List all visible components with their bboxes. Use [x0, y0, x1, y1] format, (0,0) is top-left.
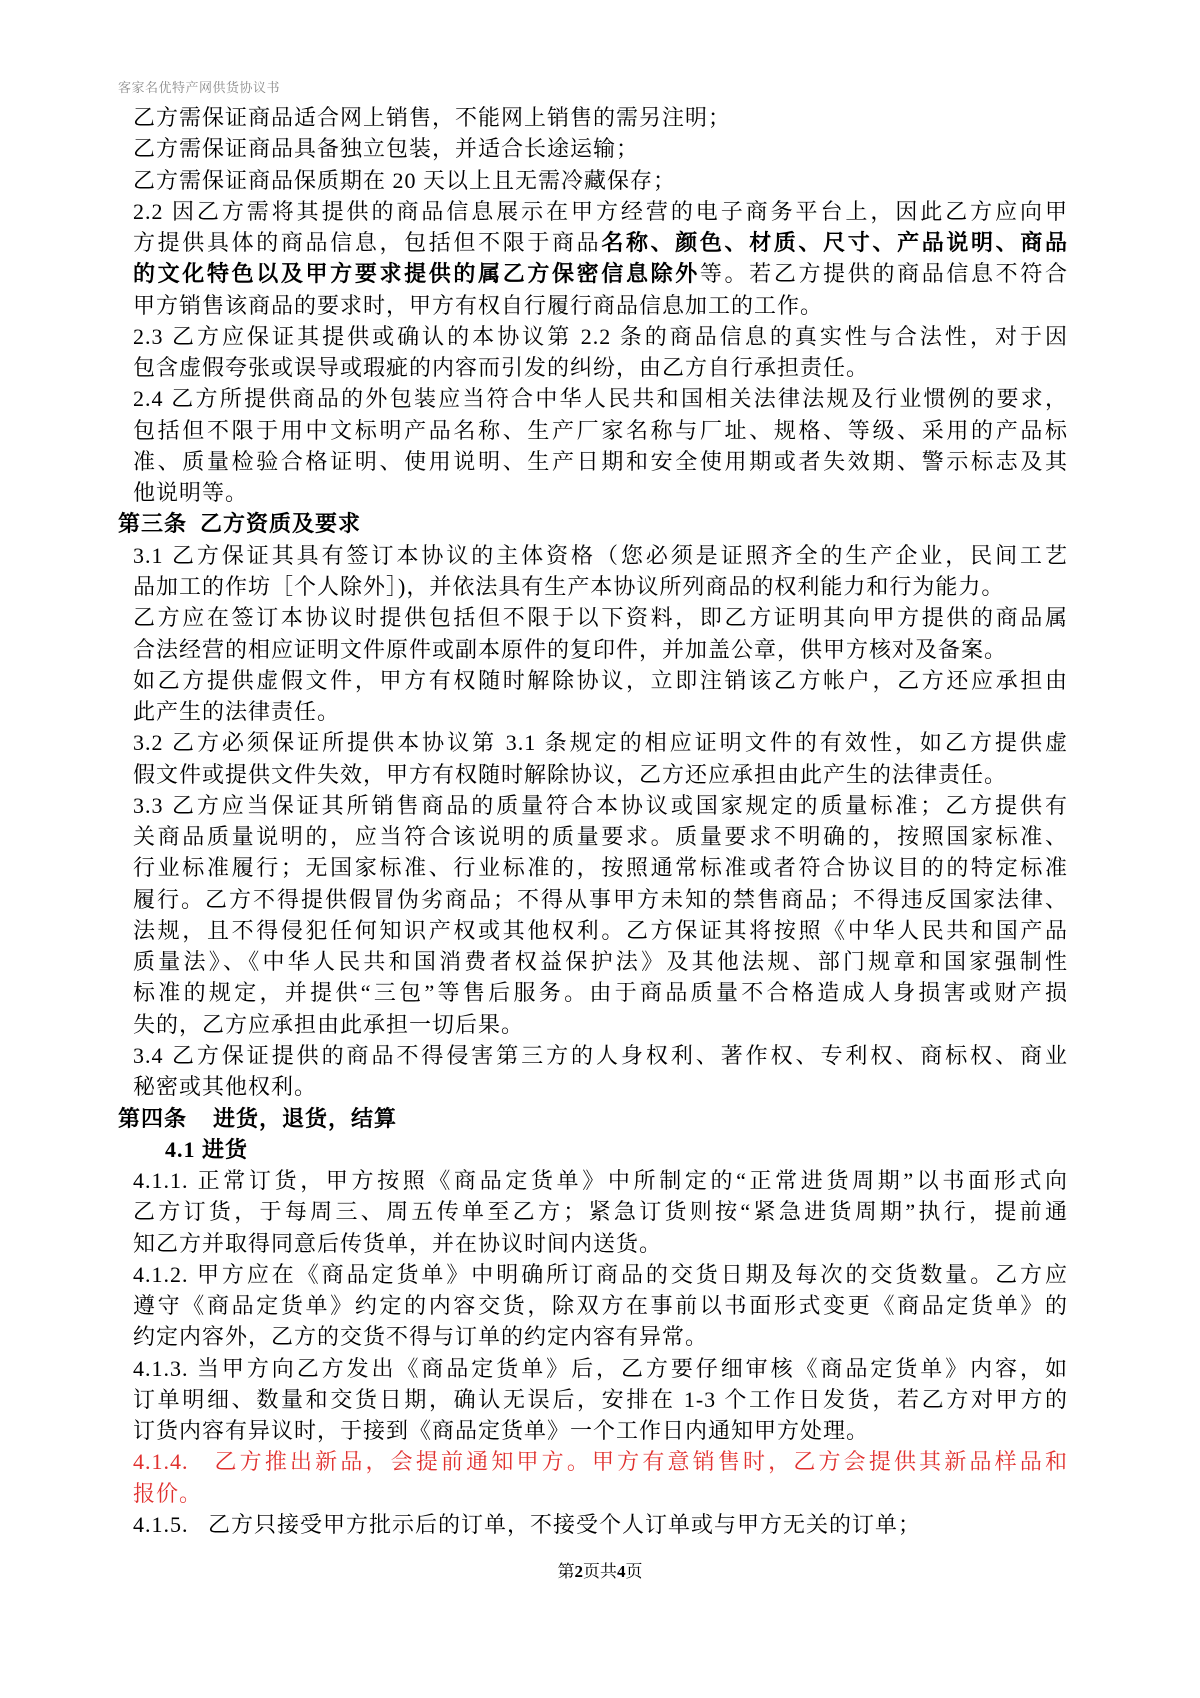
text-line: 订货内容有异议时，于接到《商品定货单》一个工作日内通知甲方处理。: [133, 1418, 870, 1444]
text-line: 4.1.1. 正常订货，甲方按照《商品定货单》中所制定的“正常进货周期”以书面形式向: [133, 1168, 1068, 1194]
clause-2-4: [133, 383, 1068, 508]
text-line: 约定内容外，乙方的交货不得与订单的约定内容有异常。: [133, 1324, 709, 1350]
clause-2-3: [133, 321, 1068, 384]
text-line: 遵守《商品定货单》约定的内容交货，除双方在事前以书面形式变更《商品定货单》的: [133, 1293, 1068, 1319]
bold-text-segment: 的文化特色以及甲方要求提供的属乙方保密信息除外: [133, 261, 700, 287]
bold-text-segment: 名称、颜色、材质、尺寸、产品说明、商品: [601, 230, 1068, 256]
clause-3-4: [133, 1040, 1068, 1103]
clause-2-2: [133, 196, 1068, 321]
text-line: 报价。: [133, 1480, 203, 1506]
text-line: 失的，乙方应承担由此承担一切后果。: [133, 1011, 525, 1037]
total-page-number: 4: [617, 1562, 626, 1581]
page-number-footer: [0, 1561, 1200, 1583]
text-line: 品加工的作坊［个人除外］)，并依法具有生产本协议所列商品的权利能力和行为能力。: [133, 573, 1005, 599]
text-line: 合法经营的相应证明文件原件或副本原件的复印件，并加盖公章，供甲方核对及备案。: [133, 636, 1008, 662]
text-line: 3.2 乙方必须保证所提供本协议第 3.1 条规定的相应证明文件的有效性，如乙方提供虚: [133, 730, 1068, 756]
clause-3-2: [133, 727, 1068, 790]
text-line: 2.4 乙方所提供商品的外包装应当符合中华人民共和国相关法律法规及行业惯例的要求，: [133, 386, 1068, 412]
text-line: 行业标准履行；无国家标准、行业标准的，按照通常标准或者符合协议目的的特定标准: [133, 855, 1068, 881]
text-line: 他说明等。: [133, 480, 249, 506]
clause-3-1: [133, 540, 1068, 728]
text-line: 4.1.4. 乙方推出新品，会提前通知甲方。甲方有意销售时，乙方会提供其新品样品和: [133, 1449, 1068, 1475]
text-line: 订单明细、数量和交货日期，确认无误后，安排在 1-3 个工作日发货，若乙方对甲方的: [133, 1386, 1068, 1412]
text-line: 准、质量检验合格证明、使用说明、生产日期和安全使用期或者失效期、警示标志及其: [133, 448, 1068, 474]
clause-4-1-2: [133, 1259, 1068, 1353]
text-line: 乙方需保证商品具备独立包装，并适合长途运输；: [133, 136, 640, 162]
text-line: 关商品质量说明的，应当符合该说明的质量要求。质量要求不明确的，按照国家标准、: [133, 824, 1068, 850]
text-line: 履行。乙方不得提供假冒伪劣商品；不得从事甲方未知的禁售商品；不得违反国家法律、: [133, 886, 1068, 912]
text-line: 秘密或其他权利。: [133, 1074, 318, 1100]
requirements-list: [133, 102, 1068, 196]
current-page-number: 2: [574, 1562, 583, 1581]
text-line: 包括但不限于用中文标明产品名称、生产厂家名称与厂址、规格、等级、采用的产品标: [133, 417, 1068, 443]
text-line: 法规，且不得侵犯任何知识产权或其他权利。乙方保证其将按照《中华人民共和国产品: [133, 917, 1068, 943]
text-line: 此产生的法律责任。: [133, 699, 341, 725]
document-body: [118, 102, 1068, 1540]
text-line: 乙方需保证商品保质期在 20 天以上且无需冷藏保存；: [133, 167, 677, 193]
clause-3-3: [133, 790, 1068, 1040]
text-line: 标准的规定，并提供“三包”等售后服务。由于商品质量不合格造成人身损害或财产损: [133, 980, 1068, 1006]
text-line: 2.2 因乙方需将其提供的商品信息展示在甲方经营的电子商务平台上，因此乙方应向甲: [133, 198, 1068, 224]
clause-4-1-1: [133, 1165, 1068, 1259]
running-header: 客家名优特产网供货协议书: [118, 80, 281, 95]
text-line: [133, 258, 1068, 289]
text-line: 包含虚假夸张或误导或瑕疵的内容而引发的纠纷，由乙方自行承担责任。: [133, 355, 870, 381]
text-line: 质量法》、《中华人民共和国消费者权益保护法》及其他法规、部门规章和国家强制性: [133, 949, 1068, 975]
article-4-heading: 第四条 进货，退货，结算: [118, 1105, 398, 1131]
text-line: 4.1.2. 甲方应在《商品定货单》中明确所订商品的交货日期及每次的交货数量。乙方应: [133, 1261, 1068, 1287]
text-line: 3.4 乙方保证提供的商品不得侵害第三方的人身权利、著作权、专利权、商标权、商业: [133, 1042, 1068, 1068]
text-line: 3.1 乙方保证其具有签订本协议的主体资格（您必须是证照齐全的生产企业，民间工艺: [133, 542, 1068, 568]
text-line: 乙方应在签订本协议时提供包括但不限于以下资料，即乙方证明其向甲方提供的商品属: [133, 605, 1068, 631]
section-4-1-heading: 4.1 进货: [165, 1136, 249, 1162]
page-label: 第: [557, 1562, 575, 1581]
article-3-heading: 第三条 乙方资质及要求: [118, 511, 362, 537]
page-label: 页共: [583, 1562, 617, 1581]
text-line: 甲方销售该商品的要求时，甲方有权自行履行商品信息加工的工作。: [133, 292, 824, 318]
text-line: 如乙方提供虚假文件，甲方有权随时解除协议，立即注销该乙方帐户，乙方还应承担由: [133, 667, 1068, 693]
text-line: 知乙方并取得同意后传货单，并在协议时间内送货。: [133, 1230, 663, 1256]
clause-4-1-4-highlighted: [133, 1446, 1068, 1509]
clause-4-1-3: [133, 1353, 1068, 1447]
text-line: 乙方需保证商品适合网上销售，不能网上销售的需另注明；: [133, 105, 732, 130]
text-line: 4.1.5. 乙方只接受甲方批示后的订单，不接受个人订单或与甲方无关的订单；: [133, 1511, 922, 1537]
clause-4-1-5: [133, 1509, 1068, 1540]
text-line: 3.3 乙方应当保证其所销售商品的质量符合本协议或国家规定的质量标准；乙方提供有: [133, 792, 1068, 818]
text-line: [133, 227, 1068, 258]
page-label: 页: [625, 1562, 643, 1581]
text-segment: 方提供具体的商品信息，包括但不限于商品: [133, 230, 602, 256]
text-line: 乙方订货，于每周三、周五传单至乙方；紧急订货则按“紧急进货周期”执行，提前通: [133, 1199, 1068, 1225]
text-line: 2.3 乙方应保证其提供或确认的本协议第 2.2 条的商品信息的真实性与合法性，对于因: [133, 323, 1068, 349]
text-segment: 等。若乙方提供的商品信息不符合: [699, 261, 1068, 287]
text-line: 4.1.3. 当甲方向乙方发出《商品定货单》后，乙方要仔细审核《商品定货单》内容，如: [133, 1355, 1068, 1381]
text-line: 假文件或提供文件失效，甲方有权随时解除协议，乙方还应承担由此产生的法律责任。: [133, 761, 1008, 787]
